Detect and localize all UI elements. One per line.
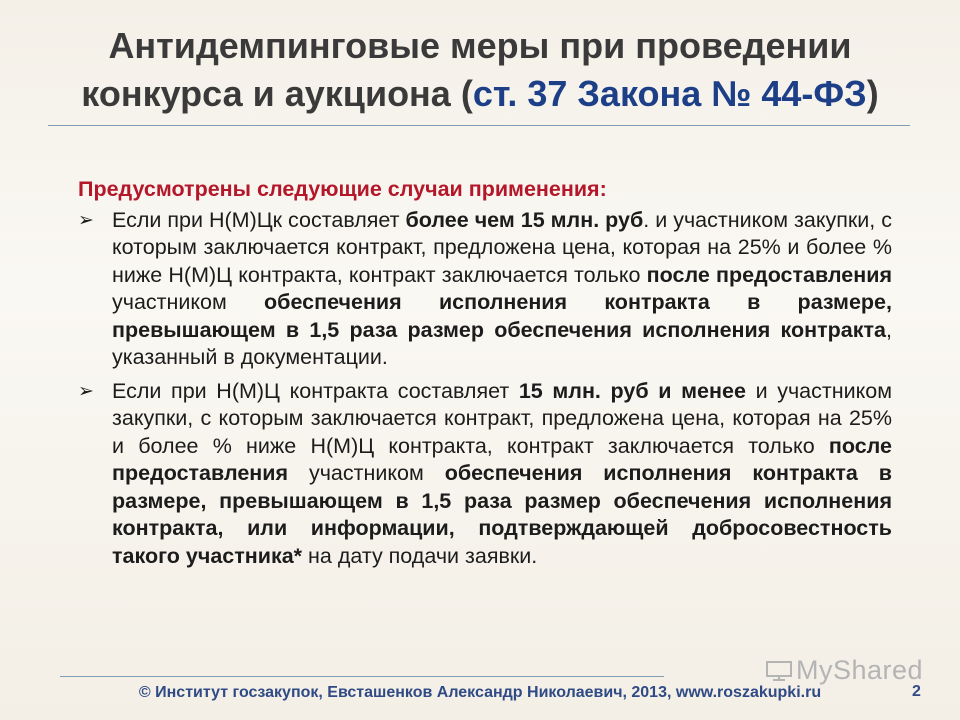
bullet-text: Если при Н(М)Ц контракта составляет bbox=[112, 378, 519, 403]
bullet-item-1 bbox=[78, 207, 892, 372]
bullet-text: , указанный в документации. bbox=[112, 317, 892, 369]
title-text: Антидемпинговые меры при проведении конкурса и аукциона ( bbox=[81, 25, 852, 114]
presentation-icon bbox=[766, 661, 792, 681]
title-law-reference: ст. 37 Закона № 44-ФЗ bbox=[472, 73, 867, 114]
watermark-text: MyShared bbox=[796, 655, 924, 685]
bullet-emphasis: более чем 15 млн. руб bbox=[405, 207, 644, 232]
bullet-text: на дату подачи заявки. bbox=[302, 543, 538, 568]
arrow-bullet-icon: ➢ bbox=[78, 380, 94, 402]
bullet-text: и участником закупки, с которым заключается контракт, предложена цена, которая на 25% и более % ниже Н(М)Ц контракта, контракт заключается только bbox=[112, 378, 892, 458]
bullet-text: Если при Н(М)Цк составляет bbox=[112, 207, 406, 232]
bullet-item-2 bbox=[78, 378, 892, 571]
slide-content bbox=[78, 176, 892, 576]
slide-title bbox=[50, 22, 910, 118]
footer-copyright: © Институт госзакупок, Евсташенков Александр Николаевич, 2013, www.roszakupki.ru bbox=[138, 684, 822, 701]
bullet-emphasis: 15 млн. руб и менее bbox=[518, 378, 746, 403]
bullet-emphasis: после предоставления bbox=[112, 433, 892, 485]
page-number: 2 bbox=[912, 683, 921, 700]
bullet-text: участником bbox=[288, 461, 445, 485]
title-close-paren: ) bbox=[866, 73, 879, 114]
arrow-bullet-icon: ➢ bbox=[78, 209, 94, 231]
footer-divider bbox=[60, 676, 664, 677]
title-divider bbox=[48, 125, 910, 126]
content-subheading: Предусмотрены следующие случаи применения: bbox=[78, 177, 607, 201]
bullet-emphasis: обеспечения исполнения контракта в размере, превышающем в 1,5 раза размер обеспечения исполнения контракта, или информации, подтверждающей добросовестность такого участника* bbox=[112, 461, 892, 568]
bullet-text: . и участником закупки, с которым заключается контракт, предложена цена, которая на 25% и более % ниже Н(М)Ц контракта, контракт заключается только bbox=[112, 207, 892, 287]
bullet-text: участником bbox=[112, 290, 265, 314]
watermark-logo bbox=[766, 655, 923, 686]
bullet-emphasis: обеспечения исполнения контракта в размере, превышающем в 1,5 раза размер обеспечения исполнения контракта bbox=[112, 290, 892, 342]
bullet-emphasis: после предоставления bbox=[646, 262, 892, 287]
